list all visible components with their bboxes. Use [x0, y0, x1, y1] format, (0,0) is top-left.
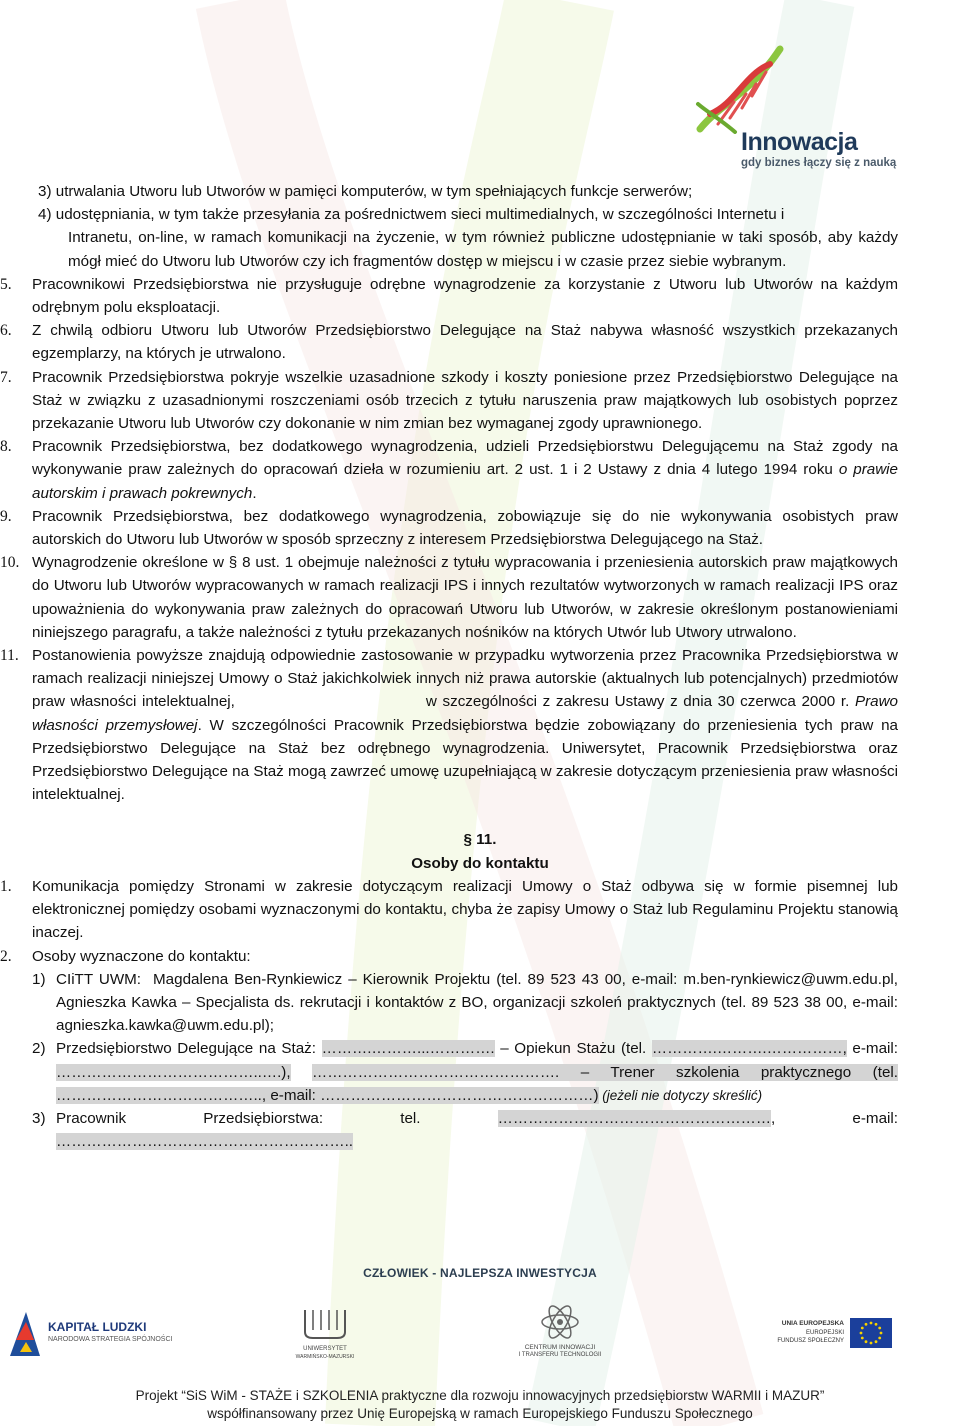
item-number: 9. — [0, 507, 12, 525]
item-text-italic: Prawo własności przemysłowej — [32, 693, 898, 734]
list-item — [0, 505, 898, 551]
item-number: 1. — [0, 877, 12, 895]
list-item — [0, 273, 898, 319]
item-text: Osoby wyznaczone do kontaktu: — [32, 947, 251, 965]
kapital-ludzki-icon — [8, 1310, 42, 1358]
contact-item — [32, 968, 903, 1038]
item-number: 8. — [0, 438, 12, 456]
logo-title: Innowacja — [741, 128, 858, 156]
document-body — [0, 180, 960, 1153]
item-text: Pracownik Przedsiębiorstwa, bez dodatkowego wynagrodzenia, udzieli Przedsiębiorstwu Delegującemu na Staż zgody na wykonywanie praw zależnych do opracowań dzieła w rozumieniu art. 2 ust. 1 i 2 Ustawy z dnia 4 lutego 1994 roku — [32, 438, 898, 479]
footer-logos — [0, 1300, 960, 1368]
contact-item — [32, 1107, 898, 1153]
ciitt-line1: CENTRUM INNOWACJI — [524, 1344, 596, 1351]
item-text: Postanowienia powyższe znajdują odpowiednie zastosowanie w przypadku wytworzenia przez Pracownika Przedsiębiorstwa w ramach realizacji niniejszej Umowy o Staż jakichkolwiek innych niż prawa autorskie (aktualnych lub potencjalnych) przedmiotów praw własności intelektualnej, w szczególności z zakresu Ustawy z dnia 30 czerwca 2000 r. — [32, 647, 903, 711]
contact-text: Przedsiębiorstwo Delegujące na Staż: — [56, 1040, 322, 1058]
list-item — [0, 319, 898, 365]
fill-in-field[interactable]: …………………………………..….), — [56, 1063, 291, 1081]
eu-line2: EUROPEJSKI — [805, 1330, 844, 1336]
contact-number: 2) — [32, 1040, 46, 1058]
item-text: Pracownik Przedsiębiorstwa, bez dodatkowego wynagrodzenia, zobowiązuje się do nie wykonywania osobistych praw autorskich do Utworu lub Utworów w sposób sprzeczny z interesem Przedsiębiorstwa Delegującego na Staż. — [32, 507, 898, 549]
fill-in-field[interactable]: ………….……….……………, — [651, 1040, 847, 1058]
item-text: Z chwilą odbioru Utworu lub Utworów Przedsiębiorstwo Delegujące na Staż nabywa własność wszystkich przekazanych egzemplarzy, na których je utrwalono. — [32, 322, 898, 363]
item-text: udostępniania, w tym także przesyłania za pośrednictwem sieci multimedialnych, w szczególności Internetu i — [55, 206, 785, 224]
project-line: Projekt “SiS WiM - STAŻE i SZKOLENIA praktyczne dla rozwoju innowacyjnych przedsiębiorstw WARMII i MAZUR” — [135, 1388, 825, 1403]
contact-item — [32, 1037, 899, 1107]
list-item — [0, 875, 898, 945]
logo-tagline: gdy biznes łączy się z nauką — [741, 157, 897, 169]
eu-line3: FUNDUSZ SPOŁECZNY — [777, 1338, 844, 1344]
item-marker: 3) — [38, 183, 52, 200]
uwm-icon — [301, 1306, 349, 1342]
contact-text: e-mail: — [846, 1040, 899, 1058]
list-item — [0, 435, 898, 505]
item-text: Wynagrodzenie określone w § 8 ust. 1 obejmuje należności z tytułu wypracowania i przeniesienia autorskich praw majątkowych do Utworu lub Utworów wypracowanych w ramach realizacji IPS i innych rezultatów wytworzonych w ramach realizacji IPS oraz upoważnienia do wykonywania praw zależnych do opracowań Utworu lub Utworów, w zakresie określonym postanowieniami niniejszego paragrafu, a także należności z tytułu przekazanych nośników na których Utwór lub Utwory utrwalono. — [32, 554, 898, 641]
uwm-name: UNIWERSYTET — [303, 1346, 347, 1352]
uwm-logo — [295, 1306, 355, 1366]
dna-helix-icon — [690, 44, 800, 134]
funding-line: współfinansowany przez Unię Europejską w ramach Europejskiego Funduszu Społecznego — [207, 1406, 753, 1421]
item-text-after: . W szczególności Pracownik Przedsiębiorstwa będzie zobowiązany do przeniesienia tych praw na Przedsiębiorstwo Delegujące na Staż bez odrębnego wynagrodzenia. Uniwersytet, Pracownik Przedsiębiorstwa oraz Przedsiębiorstwo Delegujące na Staż mogą zawrzeć umowę uzupełniającą w zakresie dotyczącym przeniesienia praw własności intelektualnej. — [32, 716, 898, 804]
list-item — [38, 203, 898, 226]
item-text-italic: o prawie autorskim i prawach pokrewnych — [32, 461, 899, 502]
eu-logo — [770, 1318, 900, 1358]
item-text-after: . — [252, 484, 257, 502]
item-number: 7. — [0, 368, 12, 386]
item-number: 5. — [0, 275, 12, 293]
item-continuation: Intranetu, on-line, w ramach komunikacji na życzenie, w tym również publiczne udostępnianie w taki sposób, aby każdy mógł mieć do Utworu lub Utworów czy ich fragmentów dostęp w miejscu i w czasie przez siebie wybranym. — [68, 229, 898, 270]
list-item — [0, 644, 903, 806]
contact-text: CIiTT UWM: Magdalena Ben-Rynkiewicz – Kierownik Projektu (tel. 89 523 43 00, e-mail: m.ben-rynkiewicz@uwm.edu.pl, Agnieszka Kawka – Specjalista ds. rekrutacji i kontaktów z BO, organizacji szkoleń praktycznych (tel. 89 523 38 00, e-mail: agnieszka.kawka@uwm.edu.pl); — [56, 970, 903, 1035]
item-number: 10. — [0, 554, 20, 572]
contact-number: 3) — [32, 1109, 46, 1127]
kapital-ludzki-title: KAPITAŁ LUDZKI — [48, 1320, 147, 1334]
eu-flag-icon — [850, 1318, 892, 1348]
fill-in-field[interactable]: …………………………………………. – Trener szkolenia praktycznego (tel. ………………………………….., e-mail: ………………………………………………) — [56, 1063, 898, 1104]
section-number: § 11. — [463, 831, 497, 849]
item-number: 2. — [0, 947, 12, 965]
contact-text — [291, 1064, 312, 1081]
ciitt-logo — [515, 1304, 605, 1366]
contact-text: Pracownik Przedsiębiorstwa: tel. — [56, 1109, 498, 1127]
section-title: Osoby do kontaktu — [411, 854, 549, 872]
item-text: Pracownikowi Przedsiębiorstwa nie przysługuje odrębne wynagrodzenie za korzystanie z Utworu lub Utworów na każdym odrębnym polu eksploatacji. — [32, 275, 898, 317]
innowacja-logo — [686, 44, 906, 174]
fill-in-field[interactable]: ………………………………………………….. — [56, 1133, 354, 1151]
list-item — [0, 366, 898, 436]
item-number: 6. — [0, 322, 12, 340]
contact-number: 1) — [32, 970, 46, 988]
list-item — [0, 945, 898, 968]
list-item — [38, 180, 898, 203]
fill-in-field[interactable]: ……………………………………………… — [497, 1109, 772, 1127]
kapital-ludzki-subtitle: NARODOWA STRATEGIA SPÓJNOŚCI — [48, 1336, 173, 1343]
eu-line1: UNIA EUROPEJSKA — [781, 1320, 844, 1327]
uwm-subtitle: WARMIŃSKO-MAZURSKI — [295, 1354, 355, 1360]
kapital-ludzki-logo — [8, 1310, 178, 1360]
footer-motto: CZŁOWIEK - NAJLEPSZA INWESTYCJA — [363, 1266, 597, 1280]
item-text: Komunikacja pomiędzy Stronami w zakresie dotyczącym realizacji Umowy o Staż odbywa się w formie pisemnej lub elektronicznej pomiędzy osobami wyznaczonymi do kontaktu, chyba że zapisy Umowy o Staż lub Regulaminu Projektu stanowią inaczej. — [32, 877, 898, 942]
item-text: Pracownik Przedsiębiorstwa pokryje wszelkie uzasadnione szkody i koszty poniesione przez Przedsiębiorstwo Delegujące na Staż w związku z uzasadnionymi roszczeniami osób trzecich z tytułu naruszenia praw majątkowych lub osobistych poprzez przekazanie Utworu lub Utworów czy dokonanie w nim zmian bez wymaganej zgody uprawnionego. — [32, 368, 898, 433]
fill-in-field[interactable]: ……….………...…………. — [321, 1040, 495, 1058]
item-marker: 4) — [38, 206, 52, 224]
contact-text: – Opiekun Stażu (tel. — [494, 1040, 652, 1058]
ciitt-line2: I TRANSFERU TECHNOLOGII — [518, 1352, 602, 1358]
contact-text: , e-mail: — [771, 1109, 898, 1127]
list-item — [0, 551, 898, 644]
atom-icon — [538, 1304, 582, 1340]
contact-note: (jeżeli nie dotyczy skreślić) — [598, 1087, 763, 1103]
item-number: 11. — [0, 647, 19, 665]
item-text: utrwalania Utworu lub Utworów w pamięci komputerów, w tym spełniających funkcje serwerów; — [55, 183, 693, 200]
